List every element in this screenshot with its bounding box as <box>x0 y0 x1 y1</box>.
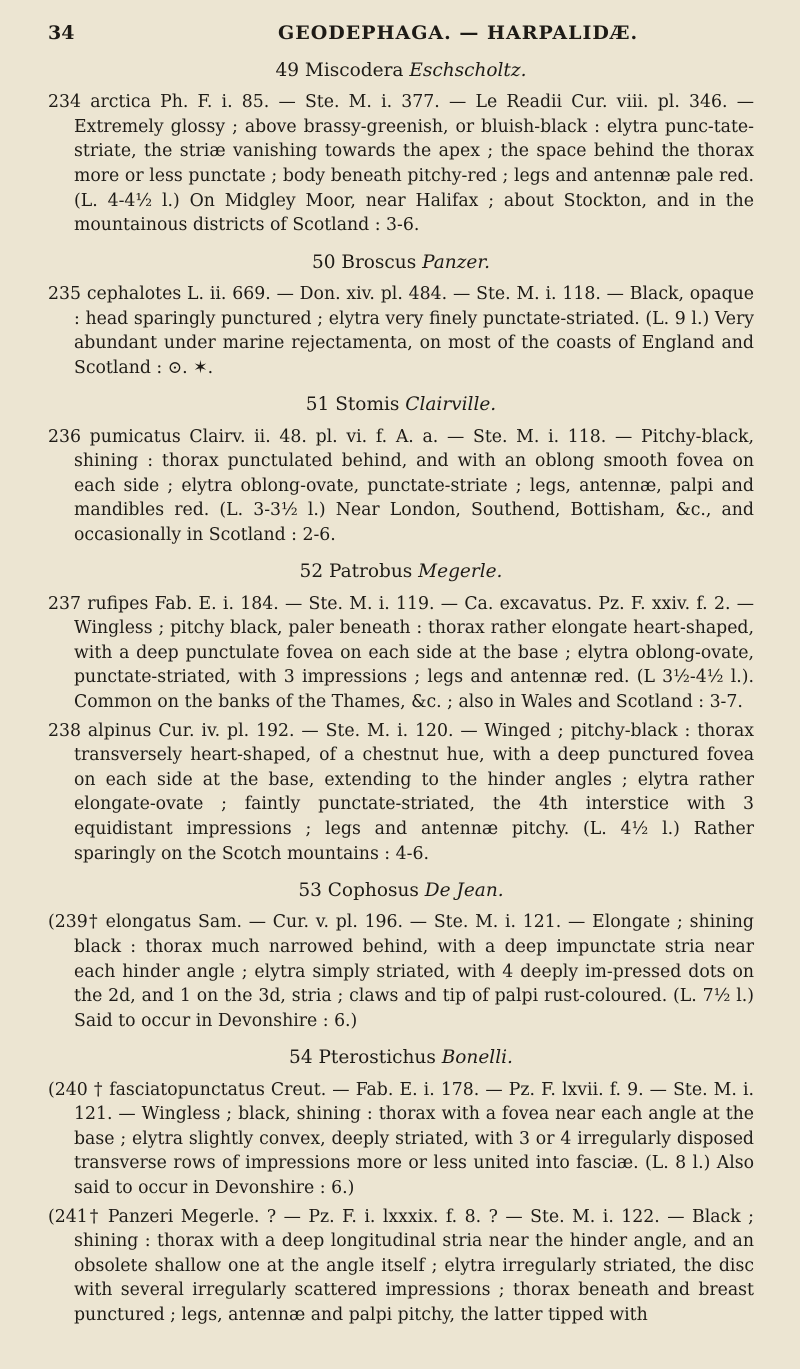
genus-name: 49 Miscodera <box>275 60 404 81</box>
genus-name: 52 Patrobus <box>299 561 413 583</box>
genus-author: Clairville. <box>405 394 497 416</box>
genus-heading <box>48 561 754 583</box>
genus-heading <box>48 880 754 902</box>
genus-name: 53 Cophosus <box>298 880 419 902</box>
species-entry: 238 alpinus Cur. iv. pl. 192. — Ste. M. i. 120. — Winged ; pitchy-black : thorax transversely heart-shaped, of a chestnut hue, with a deep punctured fovea on each side at the base, extending to the hinder angles ; elytra rather elongate-ovate ; faintly punctate-striated, the 4th interstice with 3 equidistant impressions ; legs and antennæ pitchy. (L. 4½ l.) Rather sparingly on the Scotch mountains : 4-6. <box>48 720 754 864</box>
species-entry: 235 cephalotes L. ii. 669. — Don. xiv. pl. 484. — Ste. M. i. 118. — Black, opaque : head sparingly punctured ; elytra very finely punctate-striated. (L. 9 l.) Very abundant under marine rejectamenta, on most of the coasts of England and Scotland : ⊙. ✶. <box>48 283 754 378</box>
genus-author: Megerle. <box>418 561 503 583</box>
genus-name: 50 Broscus <box>311 251 417 273</box>
genus-author: Panzer. <box>422 251 491 273</box>
genus-heading <box>48 394 754 416</box>
genus-author: Bonelli. <box>441 1047 513 1069</box>
species-entry: 236 pumicatus Clairv. ii. 48. pl. vi. f. A. a. — Ste. M. i. 118. — Pitchy-black, shining : thorax punctulated behind, and with an oblong smooth fovea on each side ; elytra oblong-ovate, punctate-striate ; legs, antennæ, palpi and mandibles red. (L. 3-3½ l.) Near London, Southend, Bottisham, &c., and occasionally in Scotland : 2-6. <box>48 426 754 545</box>
genus-heading <box>48 252 754 274</box>
running-head-title: GEODEPHAGA. — HARPALIDÆ. <box>278 22 639 44</box>
species-entry: (241† Panzeri Megerle. ? — Pz. F. i. lxxxix. f. 8. ? — Ste. M. i. 122. — Black ; shining : thorax with a deep longitudinal stria near the hinder angle, and an obsolete shallow one at the angle itself ; elytra irregularly striated, the disc with several irregularly scattered impressions ; thorax beneath and breast punctured ; legs, antennæ and palpi pitchy, the latter tipped with <box>48 1206 754 1325</box>
genus-heading <box>48 60 754 82</box>
species-entry: 237 rufipes Fab. E. i. 184. — Ste. M. i. 119. — Ca. excavatus. Pz. F. xxiv. f. 2. — Wingless ; pitchy black, paler beneath : thorax rather elongate heart-shaped, with a deep punctulate fovea on each side at the base ; elytra oblong-ovate, punctate-striated, with 3 impressions ; legs and antennæ red. (L 3½-4½ l.). Common on the banks of the Thames, &c. ; also in Wales and Scotland : 3-7. <box>48 593 754 713</box>
species-entry: 234 arctica Ph. F. i. 85. — Ste. M. i. 377. — Le Readii Cur. viii. pl. 346. — Extremely glossy ; above brassy-greenish, or bluish-black : elytra punc-tate-striate, the striæ vanishing towards the apex ; the space behind the thorax more or less punctate ; body beneath pitchy-red ; legs and antennæ pale red. (L. 4-4½ l.) On Midgley Moor, near Halifax ; about Stockton, and in the mountainous districts of Scotland : 3-6. <box>48 92 754 236</box>
genus-name: 51 Stomis <box>305 394 400 416</box>
species-entry: (239† elongatus Sam. — Cur. v. pl. 196. — Ste. M. i. 121. — Elongate ; shining black : thorax much narrowed behind, with a deep impunctate stria near each hinder angle ; elytra simply striated, with 4 deeply im-pressed dots on the 2d, and 1 on the 3d, stria ; claws and tip of palpi rust-coloured. (L. 7½ l.) Said to occur in Devonshire : 6.) <box>48 912 754 1031</box>
species-entry: (240 † fasciatopunctatus Creut. — Fab. E. i. 178. — Pz. F. lxvii. f. 9. — Ste. M. i. 121. — Wingless ; black, shining : thorax with a fovea near each angle at the base ; elytra slightly convex, deeply striated, with 3 or 4 irregularly disposed transverse rows of impressions more or less united into fasciæ. (L. 8 l.) Also said to occur in Devonshire : 6.) <box>48 1079 754 1198</box>
genus-author: Eschscholtz. <box>409 60 527 81</box>
genus-heading <box>48 1047 754 1069</box>
running-head <box>48 22 754 44</box>
genus-name: 54 Pterostichus <box>289 1047 436 1069</box>
genus-author: De Jean. <box>424 880 504 902</box>
page-number: 34 <box>48 22 75 44</box>
